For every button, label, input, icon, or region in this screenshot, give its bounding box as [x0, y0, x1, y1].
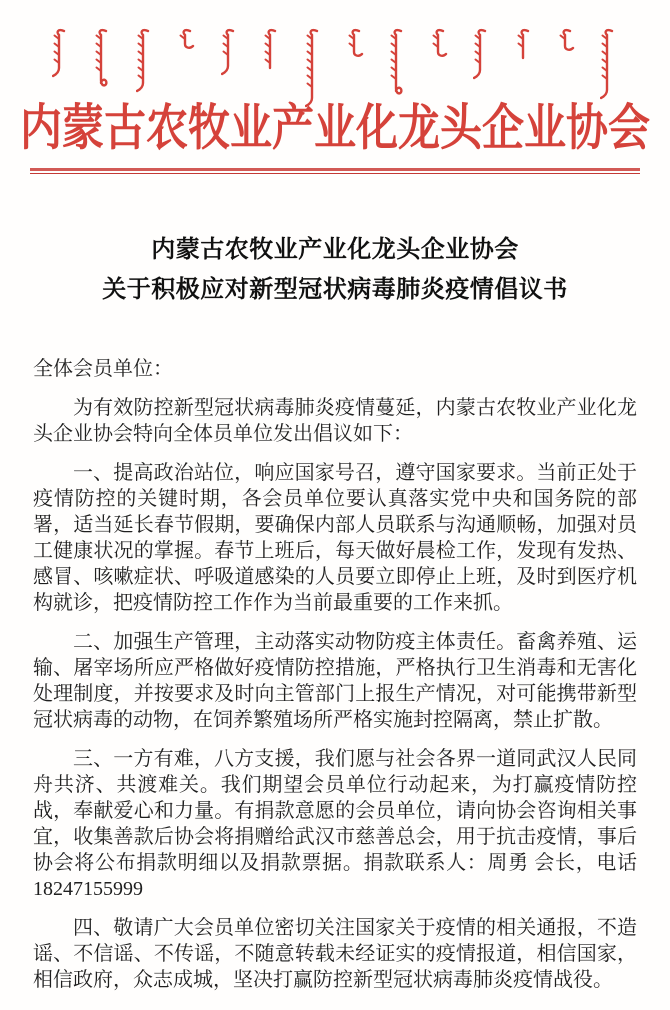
paragraph-item-3: 三、一方有难，八方支援，我们愿与社会各界一道同武汉人民同舟共济、共渡难关。我们期望会员单位行动起来，为打赢疫情防控战，奉献爱心和力量。有捐款意愿的会员单位，请向协会咨询相关事宜，收集善款后协会将捐赠给武汉市慈善总会，用于抗击疫情，事后协会将公布捐款明细以及捐款票据。捐款联系人：周勇 会长，电话 18247155999	[33, 748, 637, 900]
paragraph-item-2: 二、加强生产管理，主动落实动物防疫主体责任。畜禽养殖、运输、屠宰场所应严格做好疫情防控措施，严格执行卫生消毒和无害化处理制度，并按要求及时向主管部门上报生产情况，对可能携带新型冠状病毒的动物，在饲养繁殖场所严格实施封控隔离，禁止扩散。	[33, 631, 637, 731]
mongolian-word-glyph	[389, 28, 407, 100]
mongolian-word-glyph	[263, 28, 281, 80]
letterhead	[0, 0, 670, 174]
mongolian-word-glyph	[94, 28, 112, 92]
mongolian-word-glyph	[52, 28, 70, 80]
letterhead-divider-line	[30, 168, 640, 174]
mongolian-word-glyph	[136, 28, 154, 95]
document-body	[0, 230, 670, 993]
mongolian-script-row	[52, 28, 618, 102]
mongolian-word-glyph	[600, 28, 618, 102]
mongolian-word-glyph	[558, 28, 576, 58]
mongolian-word-glyph	[516, 28, 534, 70]
document-title-line2: 关于积极应对新型冠状病毒肺炎疫情倡议书	[102, 277, 568, 303]
document-title	[0, 230, 670, 310]
salutation: 全体会员单位：	[33, 358, 173, 380]
paragraph-intro: 为有效防控新型冠状病毒肺炎疫情蔓延，内蒙古农牧业产业化龙头企业协会特向全体员单位发出倡议如下：	[33, 397, 637, 445]
paragraph-item-1: 一、提高政治站位，响应国家号召，遵守国家要求。当前正处于疫情防控的关键时期，各会员单位要认真落实党中央和国务院的部署，适当延长春节假期，要确保内部人员联系与沟通顺畅，加强对员工健康状况的掌握。春节上班后，每天做好晨检工作，发现有发热、感冒、咳嗽症状、呼吸道感染的人员要立即停止上班，及时到医疗机构就诊，把疫情防控工作作为当前最重要的工作来抓。	[33, 462, 637, 614]
document-title-line1: 内蒙古农牧业产业化龙头企业协会	[151, 237, 519, 263]
mongolian-word-glyph	[178, 28, 196, 56]
mongolian-word-glyph	[473, 28, 491, 82]
mongolian-word-glyph	[221, 28, 239, 78]
paragraph-item-4: 四、敬请广大会员单位密切关注国家关于疫情的相关通报，不造谣、不信谣、不传谣，不随意转载未经证实的疫情报道，相信国家，相信政府，众志成城，坚决打赢防控新型冠状病毒肺炎疫情战役。	[33, 917, 637, 991]
mongolian-word-glyph	[431, 28, 449, 64]
letterhead-org-name: 内蒙古农牧业产业化龙头企业协会	[19, 101, 650, 157]
document-text	[33, 356, 637, 993]
mongolian-word-glyph	[347, 28, 365, 64]
